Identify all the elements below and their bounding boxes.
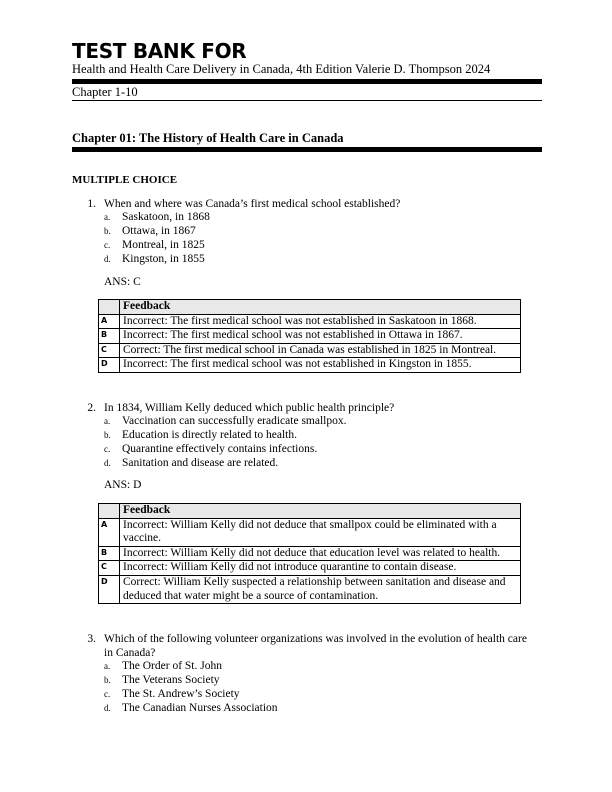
option-text: Montreal, in 1825: [122, 239, 205, 251]
option-letter: b.: [104, 430, 111, 440]
feedback-row: [99, 358, 521, 373]
question-number: 1.: [87, 198, 96, 210]
feedback-row: [99, 575, 521, 603]
option-text: Ottawa, in 1867: [122, 225, 196, 237]
feedback-letter: A: [99, 518, 120, 546]
feedback-text: Correct: The first medical school in Canada was established in 1825 in Montreal.: [120, 343, 521, 358]
option-text: Education is directly related to health.: [122, 429, 297, 441]
document-subtitle: Health and Health Care Delivery in Canada, 4th Edition Valerie D. Thompson 2024: [72, 62, 491, 76]
document-title: TEST BANK FOR: [72, 39, 247, 63]
option-text: The Veterans Society: [122, 674, 220, 686]
feedback-row: [99, 561, 521, 576]
feedback-text: Correct: William Kelly suspected a relationship between sanitation and disease and deduced that water might be a source of contamination.: [120, 575, 521, 603]
option-letter: d.: [104, 703, 111, 713]
header-rule-thick: [72, 79, 542, 84]
option-letter: a.: [104, 661, 111, 671]
option-text: Kingston, in 1855: [122, 253, 205, 265]
feedback-header: Feedback: [120, 504, 521, 519]
question-number: 2.: [87, 402, 96, 414]
feedback-row: [99, 518, 521, 546]
question-number: 3.: [87, 633, 96, 645]
feedback-table: [98, 503, 521, 604]
feedback-row: [99, 314, 521, 329]
feedback-letter: A: [99, 314, 120, 329]
question-text: When and where was Canada’s first medical school established?: [104, 198, 401, 210]
feedback-letter: C: [99, 343, 120, 358]
option-letter: c.: [104, 444, 111, 454]
option-text: The Order of St. John: [122, 660, 222, 672]
option-text: The Canadian Nurses Association: [122, 702, 278, 714]
option-letter: c.: [104, 689, 111, 699]
option-letter: c.: [104, 240, 111, 250]
chapter-title: Chapter 01: The History of Health Care in Canada: [72, 131, 344, 145]
option-letter: a.: [104, 212, 111, 222]
feedback-text: Incorrect: The first medical school was not established in Kingston in 1855.: [120, 358, 521, 373]
feedback-row: [99, 343, 521, 358]
feedback-letter: D: [99, 575, 120, 603]
chapter-range: Chapter 1-10: [72, 85, 138, 99]
header-rule-thin: [72, 100, 542, 101]
option-text: Quarantine effectively contains infections.: [122, 443, 318, 455]
feedback-text: Incorrect: William Kelly did not deduce that education level was related to health.: [120, 546, 521, 561]
option-letter: d.: [104, 458, 111, 468]
option-text: Sanitation and disease are related.: [122, 457, 279, 469]
option-letter: d.: [104, 254, 111, 264]
feedback-header: Feedback: [120, 300, 521, 315]
feedback-text: Incorrect: The first medical school was not established in Ottawa in 1867.: [120, 329, 521, 344]
option-text: Vaccination can successfully eradicate smallpox.: [122, 415, 347, 427]
option-letter: a.: [104, 416, 111, 426]
feedback-table: [98, 299, 521, 373]
chapter-rule: [72, 147, 542, 152]
feedback-text: Incorrect: The first medical school was not established in Saskatoon in 1868.: [120, 314, 521, 329]
answer-key: ANS: D: [104, 479, 142, 491]
option-text: The St. Andrew’s Society: [122, 688, 240, 700]
feedback-text: Incorrect: William Kelly did not deduce that smallpox could be eliminated with a vaccine.: [120, 518, 521, 546]
question-text: In 1834, William Kelly deduced which public health principle?: [104, 402, 395, 414]
feedback-header-blank: [99, 504, 120, 519]
feedback-letter: C: [99, 561, 120, 576]
feedback-letter: B: [99, 546, 120, 561]
feedback-text: Incorrect: William Kelly did not introduce quarantine to contain disease.: [120, 561, 521, 576]
option-text: Saskatoon, in 1868: [122, 211, 210, 223]
section-label: MULTIPLE CHOICE: [72, 174, 178, 186]
question-text: Which of the following volunteer organizations was involved in the evolution of health care in Canada?: [104, 633, 527, 659]
feedback-row: [99, 329, 521, 344]
feedback-letter: D: [99, 358, 120, 373]
feedback-letter: B: [99, 329, 120, 344]
option-letter: b.: [104, 226, 111, 236]
feedback-header-blank: [99, 300, 120, 315]
answer-key: ANS: C: [104, 276, 141, 288]
feedback-row: [99, 546, 521, 561]
option-letter: b.: [104, 675, 111, 685]
